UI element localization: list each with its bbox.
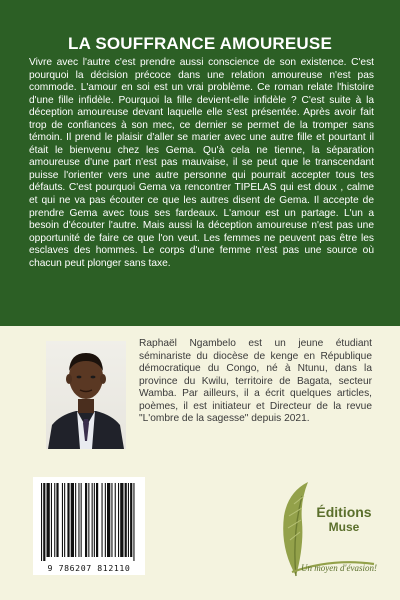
publisher-name-line1: Éditions bbox=[316, 504, 372, 520]
book-blurb: Vivre avec l'autre c'est prendre aussi conscience de son existence. C'est pourquoi la décision précoce dans une relation amoureuse n'est pas commode. L'amour en soi est un vrai problème. Ce roman relate l'histoire d'une fille infidèle. Pourquoi la fille devient-elle infidèle ? C'est suite à la déception amoureuse devant laquelle elle s'est présentée. Après avoir fait trop de confiances à son mec, ce dernier se permet de la tromper sans témoin. Il prend le plaisir d'aller se marier avec une autre fille et pourtant il était le bienvenu chez les Gema. Qu'à cela ne tienne, la séparation amoureuse d'une part n'est pas mauvaise, il se peut que le transcendant puisse l'orienter vers une autre personne qui pourrait accepter tous tes défauts. C'est pourquoi Gema va rencontrer TIPELAS qui est doux , calme et qui ne va pas écouter ce que les autres disent de Gema. Il accepte de prendre Gema avec tous ses fardeaux. L'amour est un partage. L'un a besoin d'écouter l'autre. Mais aussi la déception amoureuse n'est pas une opportunité de faire ce que l'on veut. Les femmes ne peuvent pas être les esclaves des hommes. Le corps d'une femme n'est pas une source où chacun peut plonger sans taxe. bbox=[29, 57, 374, 269]
publisher-name bbox=[314, 505, 374, 534]
isbn-barcode bbox=[33, 477, 145, 575]
publisher-slogan: Un moyen d'évasion! bbox=[301, 563, 377, 573]
book-title: LA SOUFFRANCE AMOUREUSE bbox=[67, 34, 332, 53]
publisher-name-line2: Muse bbox=[328, 520, 360, 534]
isbn-number: 9 786207 812110 bbox=[47, 563, 131, 573]
author-bio: Raphaël Ngambelo est un jeune étudiant séminariste du diocèse de kenge en République démocratique du Congo, né à Ntunu, dans la province du Kwilu, territoire de Bagata, secteur Wamba. Par ailleurs, il a écrit quelques articles, poèmes, il est initiateur et Directeur de la revue "L'ombre de la sagesse" depuis 2021. bbox=[139, 338, 372, 425]
author-photo bbox=[46, 341, 126, 449]
